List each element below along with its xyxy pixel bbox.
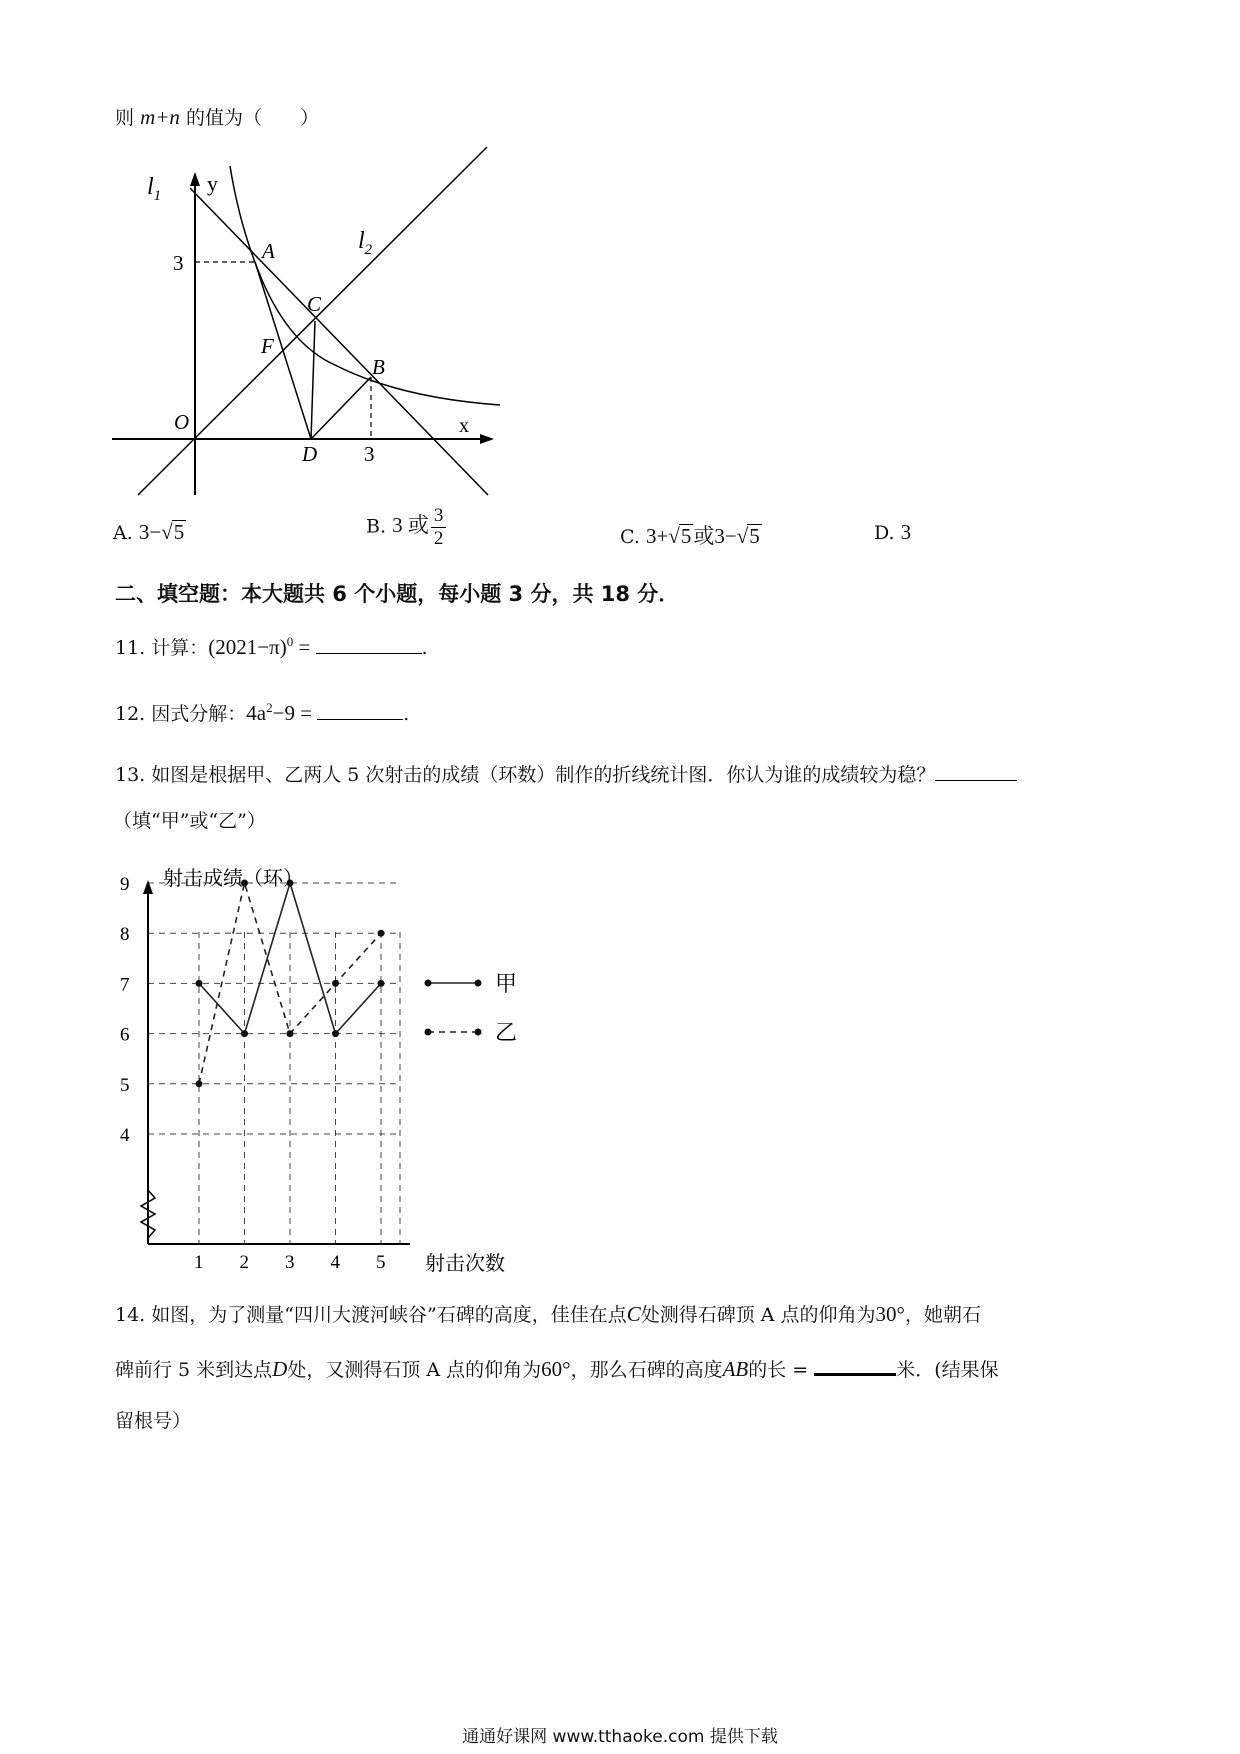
q14-angle-1: 30° [875, 1302, 905, 1326]
data-point-jia-5 [378, 980, 385, 987]
q10-question-tail [115, 103, 319, 130]
x-axis-arrow [480, 434, 494, 444]
label-point-d: D [302, 442, 318, 466]
q13-answer-blank[interactable] [935, 780, 1017, 781]
q11-number: 11. [115, 637, 146, 659]
label-tick-x3: 3 [364, 442, 375, 466]
chart-legend [425, 971, 518, 1045]
legend-dot-end-jia [475, 980, 482, 987]
legend-label-jia: 甲 [495, 971, 518, 996]
footer-watermark: 通通好课网 www.tthaoke.com 提供下载 [462, 1727, 778, 1747]
q13-text: 如图是根据甲、乙两人 5 次射击的成绩（环数）制作的折线统计图．你认为谁的成绩较为稳？ [151, 764, 936, 786]
q14-point-d: D [272, 1357, 288, 1381]
label-point-c: C [307, 292, 322, 316]
section-2-title: 二、填空题：本大题共 6 个小题，每小题 3 分，共 18 分． [115, 582, 680, 606]
q11: 11. 计算：$(2021-\pi)^0$ = . [115, 634, 428, 659]
q10-suffix: 的值为（ ） [185, 107, 319, 129]
y-tick-label-5: 5 [120, 1074, 130, 1096]
x-tick-label-2: 2 [239, 1252, 249, 1273]
q13-number: 13. [115, 764, 146, 786]
q12: 12. 因式分解：$4a^2-9$ = . [115, 700, 410, 725]
option-d-label: D. [874, 522, 895, 544]
q10-expression: m+n [140, 105, 180, 129]
option-b-fraction: $\frac{3}{2}$ [431, 505, 447, 550]
option-c-value: 3+√5或3−√5 [645, 524, 760, 548]
q14-text-1c: ，她朝石 [904, 1304, 981, 1326]
q14-answer-blank[interactable] [814, 1373, 896, 1376]
y-tick-label-8: 8 [120, 924, 130, 946]
segment-cd [311, 321, 315, 439]
q14-text-2e: 米．(结果保 [896, 1359, 999, 1381]
shooting-score-chart [115, 855, 535, 1275]
y-tick-label-9: 9 [120, 874, 130, 895]
legend-label-yi: 乙 [495, 1020, 518, 1045]
segment-db [311, 377, 371, 439]
x-tick-label-5: 5 [376, 1252, 386, 1273]
option-a-value: 3−√5 [138, 520, 185, 544]
line-l1 [190, 188, 488, 495]
q10-figure [105, 140, 505, 500]
q14-angle-2: 60° [541, 1357, 571, 1381]
option-c-label: C. [620, 526, 640, 548]
label-y: y [207, 171, 218, 196]
q14-text-2b: 处，又测得石顶 A 点的仰角为 [287, 1359, 542, 1381]
q12-answer-blank[interactable] [317, 719, 403, 720]
chart-axes [141, 880, 410, 1244]
legend-dot-start-jia [425, 980, 432, 987]
data-point-yi-1 [196, 1080, 203, 1087]
option-a-label: A. [113, 522, 133, 544]
q14-text-2d: 的长 = [748, 1359, 815, 1381]
q11-expression: $(2021-\pi)^0$ = [208, 634, 316, 659]
q12-number: 12. [115, 703, 146, 725]
q14-segment-ab: AB [722, 1357, 749, 1381]
label-l2: $l_2$ [358, 228, 373, 258]
q11-answer-blank[interactable] [316, 653, 422, 654]
x-tick-label-1: 1 [194, 1252, 204, 1273]
option-c[interactable] [620, 520, 762, 550]
q12-text: 因式分解： [151, 703, 247, 725]
label-point-b: B [372, 355, 385, 379]
option-d[interactable] [874, 520, 911, 545]
data-point-yi-5 [378, 930, 385, 937]
option-d-value: 3 [900, 520, 912, 544]
x-tick-label-4: 4 [330, 1252, 340, 1273]
q14-line-1 [115, 1300, 981, 1327]
chart-x-axis-title: 射击次数 [425, 1253, 505, 1275]
y-tick-label-4: 4 [120, 1125, 130, 1146]
option-a[interactable] [113, 520, 186, 545]
q14-text-1b: 处测得石碑顶 A 点的仰角为 [640, 1304, 876, 1326]
q14-line-3: 留根号） [115, 1410, 192, 1432]
x-tick-label-3: 3 [285, 1252, 295, 1273]
legend-dot-start-yi [425, 1029, 432, 1036]
chart-labels [120, 867, 505, 1275]
legend-dot-end-yi [475, 1029, 482, 1036]
data-point-jia-4 [332, 1030, 339, 1037]
q13-hint: （填“甲”或“乙”） [113, 810, 266, 832]
label-l1: $l_1$ [147, 174, 162, 204]
data-point-jia-1 [196, 980, 203, 987]
label-x: x [459, 415, 469, 437]
option-b[interactable] [366, 505, 446, 550]
y-tick-label-6: 6 [120, 1024, 130, 1046]
q14-line-2 [115, 1355, 999, 1382]
q12-expression: $4a^2-9$ = [246, 700, 318, 725]
y-tick-label-7: 7 [120, 974, 130, 996]
y-axis-arrow [190, 172, 200, 186]
data-point-jia-2 [241, 1030, 248, 1037]
label-point-a: A [262, 239, 275, 263]
chart-y-axis-arrow [143, 880, 153, 894]
option-b-value: 3 或 $\frac{3}{2}$ [392, 513, 446, 537]
q14-text-1a: 如图，为了测量“四川大渡河峡谷”石碑的高度，佳佳在点 [151, 1304, 627, 1326]
label-tick-y3: 3 [173, 251, 184, 275]
q11-text: 计算： [151, 637, 209, 659]
q14-number: 14. [115, 1304, 146, 1326]
q14-text-2a: 碑前行 5 米到达点 [115, 1359, 273, 1381]
data-point-yi-3 [287, 1030, 294, 1037]
label-point-f: F [261, 334, 274, 358]
chart-y-axis-title: 射击成绩（环） [163, 868, 303, 890]
q14-text-2c: ，那么石碑的高度 [570, 1359, 723, 1381]
option-b-label: B. [366, 515, 387, 538]
data-point-yi-4 [332, 980, 339, 987]
q13 [115, 760, 1017, 787]
q14-point-c: C [626, 1302, 641, 1326]
q10-prefix: 则 [115, 107, 135, 129]
label-origin-o: O [174, 410, 190, 434]
